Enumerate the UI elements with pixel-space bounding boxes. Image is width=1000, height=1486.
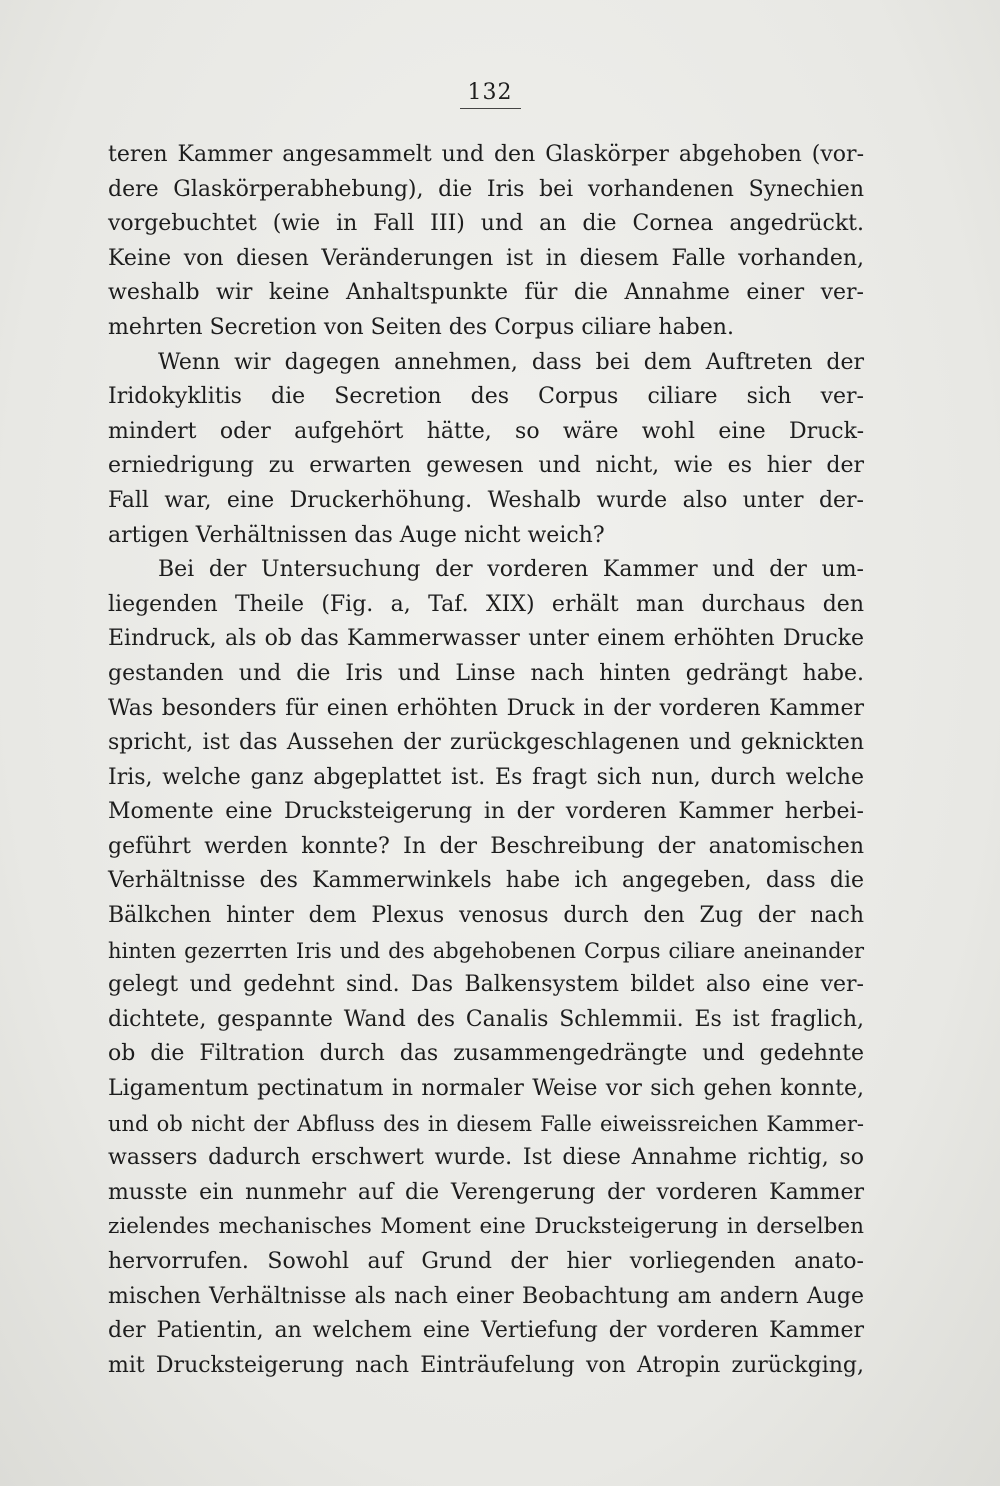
text-line: mit Drucksteigerung nach Einträufelung von Atropin zurückging, xyxy=(108,1352,864,1378)
text-line: mischen Verhältnisse als nach einer Beobachtung am andern Auge xyxy=(108,1283,864,1309)
text-line: Fall war, eine Druckerhöhung. Weshalb wurde also unter der- xyxy=(108,487,864,513)
text-line: Ligamentum pectinatum in normaler Weise vor sich gehen konnte, xyxy=(108,1076,864,1102)
text-line: erniedrigung zu erwarten gewesen und nicht, wie es hier der xyxy=(108,453,864,479)
text-line: Iris, welche ganz abgeplattet ist. Es fragt sich nun, durch welche xyxy=(108,764,864,790)
text-line: der Patientin, an welchem eine Vertiefung der vorderen Kammer xyxy=(108,1318,864,1344)
text-line: Bälkchen hinter dem Plexus venosus durch den Zug der nach xyxy=(108,903,864,929)
text-line: dichtete, gespannte Wand des Canalis Schlemmii. Es ist fraglich, xyxy=(108,1006,864,1032)
text-line: Wenn wir dagegen annehmen, dass bei dem Auftreten der xyxy=(158,349,864,375)
text-line: gestanden und die Iris und Linse nach hinten gedrängt habe. xyxy=(108,660,864,686)
text-line: mindert oder aufgehört hätte, so wäre wohl eine Druck- xyxy=(108,418,864,444)
page-header xyxy=(0,80,1000,109)
text-line: Keine von diesen Veränderungen ist in diesem Falle vorhanden, xyxy=(108,245,864,271)
text-line: zielendes mechanisches Moment eine Drucksteigerung in derselben xyxy=(108,1214,864,1240)
text-line: Verhältnisse des Kammerwinkels habe ich angegeben, dass die xyxy=(108,868,864,894)
text-line: Was besonders für einen erhöhten Druck in der vorderen Kammer xyxy=(108,695,864,721)
text-line: und ob nicht der Abfluss des in diesem Falle eiweissreichen Kammer- xyxy=(108,1111,864,1136)
text-line: musste ein nunmehr auf die Verengerung der vorderen Kammer xyxy=(108,1179,864,1205)
page-number: 132 xyxy=(460,80,521,109)
text-line: mehrten Secretion von Seiten des Corpus ciliare haben. xyxy=(108,314,734,340)
text-line: Momente eine Drucksteigerung in der vorderen Kammer herbei- xyxy=(108,799,864,825)
text-line: weshalb wir keine Anhaltspunkte für die Annahme einer ver- xyxy=(108,280,864,306)
text-line: liegenden Theile (Fig. a, Taf. XIX) erhält man durchaus den xyxy=(108,591,864,617)
body-text xyxy=(108,138,864,1383)
text-line: spricht, ist das Aussehen der zurückgeschlagenen und geknickten xyxy=(108,730,864,756)
text-line: artigen Verhältnissen das Auge nicht weich? xyxy=(108,522,605,548)
text-line: geführt werden konnte? In der Beschreibung der anatomischen xyxy=(108,833,864,859)
text-line: hinten gezerrten Iris und des abgehobenen Corpus ciliare aneinander xyxy=(108,938,864,963)
text-line: dere Glaskörperabhebung), die Iris bei vorhandenen Synechien xyxy=(108,176,864,202)
text-line: gelegt und gedehnt sind. Das Balkensystem bildet also eine ver- xyxy=(108,972,864,998)
text-line: Bei der Untersuchung der vorderen Kammer und der um- xyxy=(158,557,864,583)
text-line: teren Kammer angesammelt und den Glaskörper abgehoben (vor- xyxy=(108,142,864,167)
text-line: vorgebuchtet (wie in Fall III) und an die Cornea angedrückt. xyxy=(108,211,864,237)
text-line: ob die Filtration durch das zusammengedrängte und gedehnte xyxy=(108,1041,864,1067)
text-line: Iridokyklitis die Secretion des Corpus ciliare sich ver- xyxy=(108,384,864,410)
text-line: wassers dadurch erschwert wurde. Ist diese Annahme richtig, so xyxy=(108,1145,864,1171)
text-line: hervorrufen. Sowohl auf Grund der hier vorliegenden anato- xyxy=(108,1249,864,1274)
text-line: Eindruck, als ob das Kammerwasser unter einem erhöhten Drucke xyxy=(108,626,864,652)
